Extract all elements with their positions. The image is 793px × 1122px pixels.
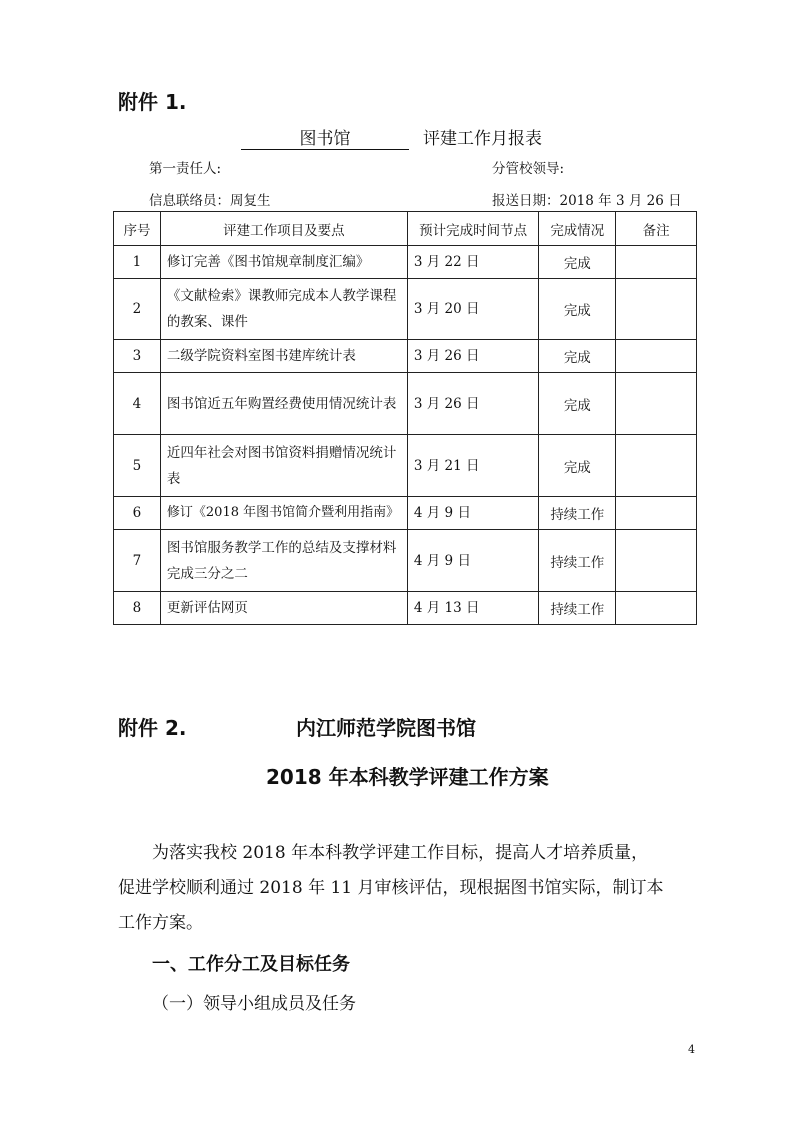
row-no: 2 [114,279,161,340]
row-note [616,530,697,592]
table-row [114,530,697,592]
row-note [616,373,697,435]
header-time: 预计完成时间节点 [407,212,539,246]
row-item: 图书馆服务教学工作的总结及支撑材料完成三分之二 [160,530,407,592]
table-row [114,592,697,625]
report-date: 报送日期：2018 年 3 月 26 日 [492,193,682,209]
row-time: 3 月 21 日 [407,435,539,497]
table-header-row [114,212,697,246]
header-no: 序号 [114,212,161,246]
attachment2-title-line2: 2018 年本科教学评建工作方案 [266,765,549,789]
leader-label: 分管校领导: [492,161,565,177]
row-time: 4 月 9 日 [407,530,539,592]
attachment2-label: 附件 2. [118,716,187,740]
row-note [616,497,697,530]
header-note: 备注 [616,212,697,246]
row-item: 二级学院资料室图书建库统计表 [160,340,407,373]
row-no: 3 [114,340,161,373]
row-note [616,246,697,279]
row-time: 3 月 26 日 [407,340,539,373]
row-no: 1 [114,246,161,279]
row-note [616,340,697,373]
table-row [114,246,697,279]
table-row [114,497,697,530]
table-row [114,340,697,373]
liaison-text: 信息联络员：周复生 [149,193,271,209]
row-time: 4 月 9 日 [407,497,539,530]
row-time: 4 月 13 日 [407,592,539,625]
row-time: 3 月 22 日 [407,246,539,279]
section-heading-1: 一、工作分工及目标任务 [152,954,350,975]
row-status: 完成 [539,373,616,435]
row-status: 完成 [539,246,616,279]
attachment2-title-line1: 内江师范学院图书馆 [296,716,476,740]
row-time: 3 月 26 日 [407,373,539,435]
row-item: 修订完善《图书馆规章制度汇编》 [160,246,407,279]
row-status: 持续工作 [539,592,616,625]
attachment1-label: 附件 1. [118,90,187,114]
paragraph-line-3: 工作方案。 [118,913,203,933]
row-no: 6 [114,497,161,530]
row-no: 4 [114,373,161,435]
table-row [114,435,697,497]
row-time: 3 月 20 日 [407,279,539,340]
row-item: 修订《2018 年图书馆简介暨利用指南》 [160,497,407,530]
row-status: 完成 [539,435,616,497]
paragraph-line-1: 为落实我校 2018 年本科教学评建工作目标，提高人才培养质量， [152,843,649,863]
header-status: 完成情况 [539,212,616,246]
row-item: 《文献检索》课教师完成本人教学课程的教案、课件 [160,279,407,340]
row-no: 8 [114,592,161,625]
report-title-unit: 图书馆 [241,124,409,150]
report-table [113,211,697,625]
row-status: 持续工作 [539,530,616,592]
subsection-heading-1: （一）领导小组成员及任务 [152,994,356,1014]
row-note [616,435,697,497]
row-status: 完成 [539,340,616,373]
row-item: 图书馆近五年购置经费使用情况统计表 [160,373,407,435]
row-item: 近四年社会对图书馆资料捐赠情况统计表 [160,435,407,497]
report-title [241,124,542,150]
row-no: 7 [114,530,161,592]
paragraph-line-2: 促进学校顺利通过 2018 年 11 月审核评估，现根据图书馆实际，制订本 [118,878,664,898]
responsible-label: 第一责任人: [149,161,222,177]
row-no: 5 [114,435,161,497]
report-title-rest: 评建工作月报表 [423,129,542,149]
row-note [616,592,697,625]
table-row [114,279,697,340]
row-status: 持续工作 [539,497,616,530]
page-number: 4 [688,1043,695,1056]
table-row [114,373,697,435]
row-note [616,279,697,340]
header-item: 评建工作项目及要点 [160,212,407,246]
row-status: 完成 [539,279,616,340]
row-item: 更新评估网页 [160,592,407,625]
